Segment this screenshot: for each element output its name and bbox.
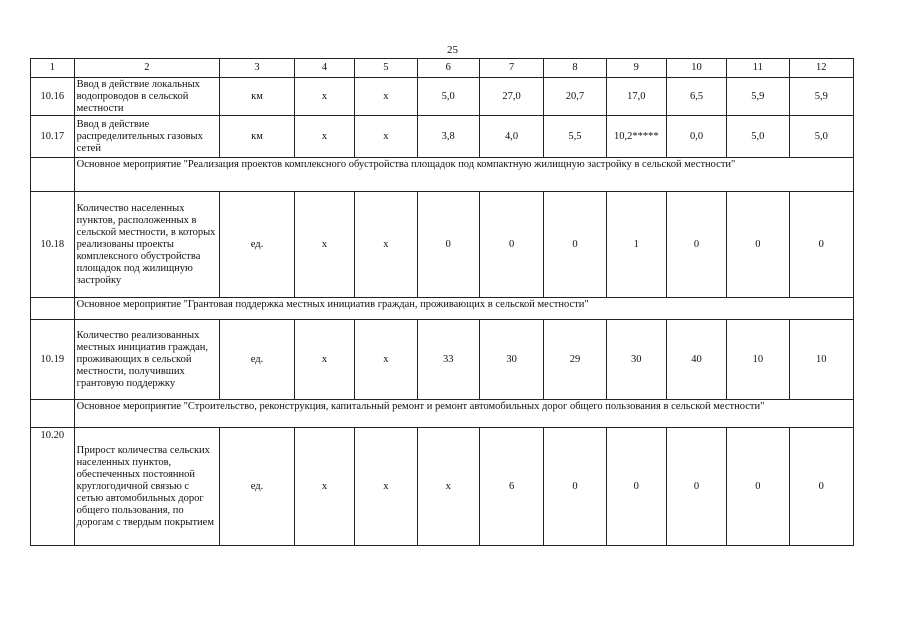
- section-row: [31, 298, 854, 320]
- value-cell: 5,0: [727, 116, 789, 158]
- indicator-name: Количество населенных пунктов, расположенных в сельской местности, в которых реализованы проекты комплексного обустройства площадок под жилищную застройку: [74, 192, 219, 298]
- value-cell: 0: [789, 428, 853, 546]
- indicator-name: Ввод в действие распределительных газовых сетей: [74, 116, 219, 158]
- header-row: [31, 59, 854, 78]
- header-cell: 12: [789, 59, 853, 78]
- page-number: 25: [447, 44, 458, 56]
- value-cell: 40: [666, 320, 726, 400]
- table-row: [31, 428, 854, 546]
- header-cell: 1: [31, 59, 75, 78]
- table-row: [31, 192, 854, 298]
- header-cell: 3: [220, 59, 295, 78]
- unit-cell: ед.: [220, 320, 295, 400]
- value-cell: х: [294, 192, 354, 298]
- section-title: Основное мероприятие "Реализация проектов комплексного обустройства площадок под компактную жилищную застройку в сельской местности": [74, 158, 853, 192]
- value-cell: х: [355, 192, 417, 298]
- value-cell: 0: [727, 428, 789, 546]
- row-number: 10.17: [31, 116, 75, 158]
- value-cell: 0: [727, 192, 789, 298]
- value-cell: 0: [544, 192, 606, 298]
- row-number: 10.18: [31, 192, 75, 298]
- value-cell: 5,0: [789, 116, 853, 158]
- value-cell: 5,9: [789, 78, 853, 116]
- value-cell: 0,0: [666, 116, 726, 158]
- section-blank-cell: [31, 158, 75, 192]
- header-cell: 7: [479, 59, 543, 78]
- row-number: 10.20: [31, 428, 75, 546]
- indicator-name: Прирост количества сельских населенных пунктов, обеспеченных постоянной круглогодичной связью с сетью автомобильных дорог общего пользования, по дорогам с твердым покрытием: [74, 428, 219, 546]
- row-number: 10.16: [31, 78, 75, 116]
- value-cell: х: [294, 116, 354, 158]
- value-cell: 6,5: [666, 78, 726, 116]
- section-blank-cell: [31, 298, 75, 320]
- value-cell: 30: [606, 320, 666, 400]
- value-cell: х: [294, 320, 354, 400]
- section-blank-cell: [31, 400, 75, 428]
- value-cell: 17,0: [606, 78, 666, 116]
- value-cell: х: [417, 428, 479, 546]
- value-cell: 0: [789, 192, 853, 298]
- value-cell: 0: [544, 428, 606, 546]
- header-cell: 5: [355, 59, 417, 78]
- unit-cell: км: [220, 116, 295, 158]
- value-cell: х: [355, 116, 417, 158]
- indicator-name: Количество реализованных местных инициатив граждан, проживающих в сельской местности, получивших грантовую поддержку: [74, 320, 219, 400]
- value-cell: 10: [789, 320, 853, 400]
- value-cell: х: [355, 320, 417, 400]
- value-cell: х: [294, 428, 354, 546]
- header-cell: 4: [294, 59, 354, 78]
- value-cell: 27,0: [479, 78, 543, 116]
- value-cell: х: [355, 78, 417, 116]
- value-cell: х: [355, 428, 417, 546]
- unit-cell: ед.: [220, 428, 295, 546]
- value-cell: х: [294, 78, 354, 116]
- header-cell: 8: [544, 59, 606, 78]
- value-cell: 4,0: [479, 116, 543, 158]
- indicator-name: Ввод в действие локальных водопроводов в сельской местности: [74, 78, 219, 116]
- unit-cell: км: [220, 78, 295, 116]
- value-cell: 6: [479, 428, 543, 546]
- value-cell: 29: [544, 320, 606, 400]
- value-cell: 0: [606, 428, 666, 546]
- row-number: 10.19: [31, 320, 75, 400]
- value-cell: 30: [479, 320, 543, 400]
- table-row: [31, 116, 854, 158]
- header-cell: 6: [417, 59, 479, 78]
- header-cell: 2: [74, 59, 219, 78]
- table-row: [31, 78, 854, 116]
- unit-cell: ед.: [220, 192, 295, 298]
- value-cell: 0: [479, 192, 543, 298]
- value-cell: 3,8: [417, 116, 479, 158]
- value-cell: 0: [666, 192, 726, 298]
- header-cell: 10: [666, 59, 726, 78]
- value-cell: 5,9: [727, 78, 789, 116]
- value-cell: 1: [606, 192, 666, 298]
- section-row: [31, 400, 854, 428]
- table-row: [31, 320, 854, 400]
- section-title: Основное мероприятие "Грантовая поддержка местных инициатив граждан, проживающих в сельской местности": [74, 298, 853, 320]
- value-cell: 10,2*****: [606, 116, 666, 158]
- header-cell: 11: [727, 59, 789, 78]
- section-title: Основное мероприятие "Строительство, реконструкция, капитальный ремонт и ремонт автомобильных дорог общего пользования в сельской местности": [74, 400, 853, 428]
- value-cell: 0: [417, 192, 479, 298]
- value-cell: 10: [727, 320, 789, 400]
- value-cell: 0: [666, 428, 726, 546]
- value-cell: 5,5: [544, 116, 606, 158]
- value-cell: 20,7: [544, 78, 606, 116]
- section-row: [31, 158, 854, 192]
- value-cell: 33: [417, 320, 479, 400]
- indicators-table: [30, 58, 854, 546]
- value-cell: 5,0: [417, 78, 479, 116]
- header-cell: 9: [606, 59, 666, 78]
